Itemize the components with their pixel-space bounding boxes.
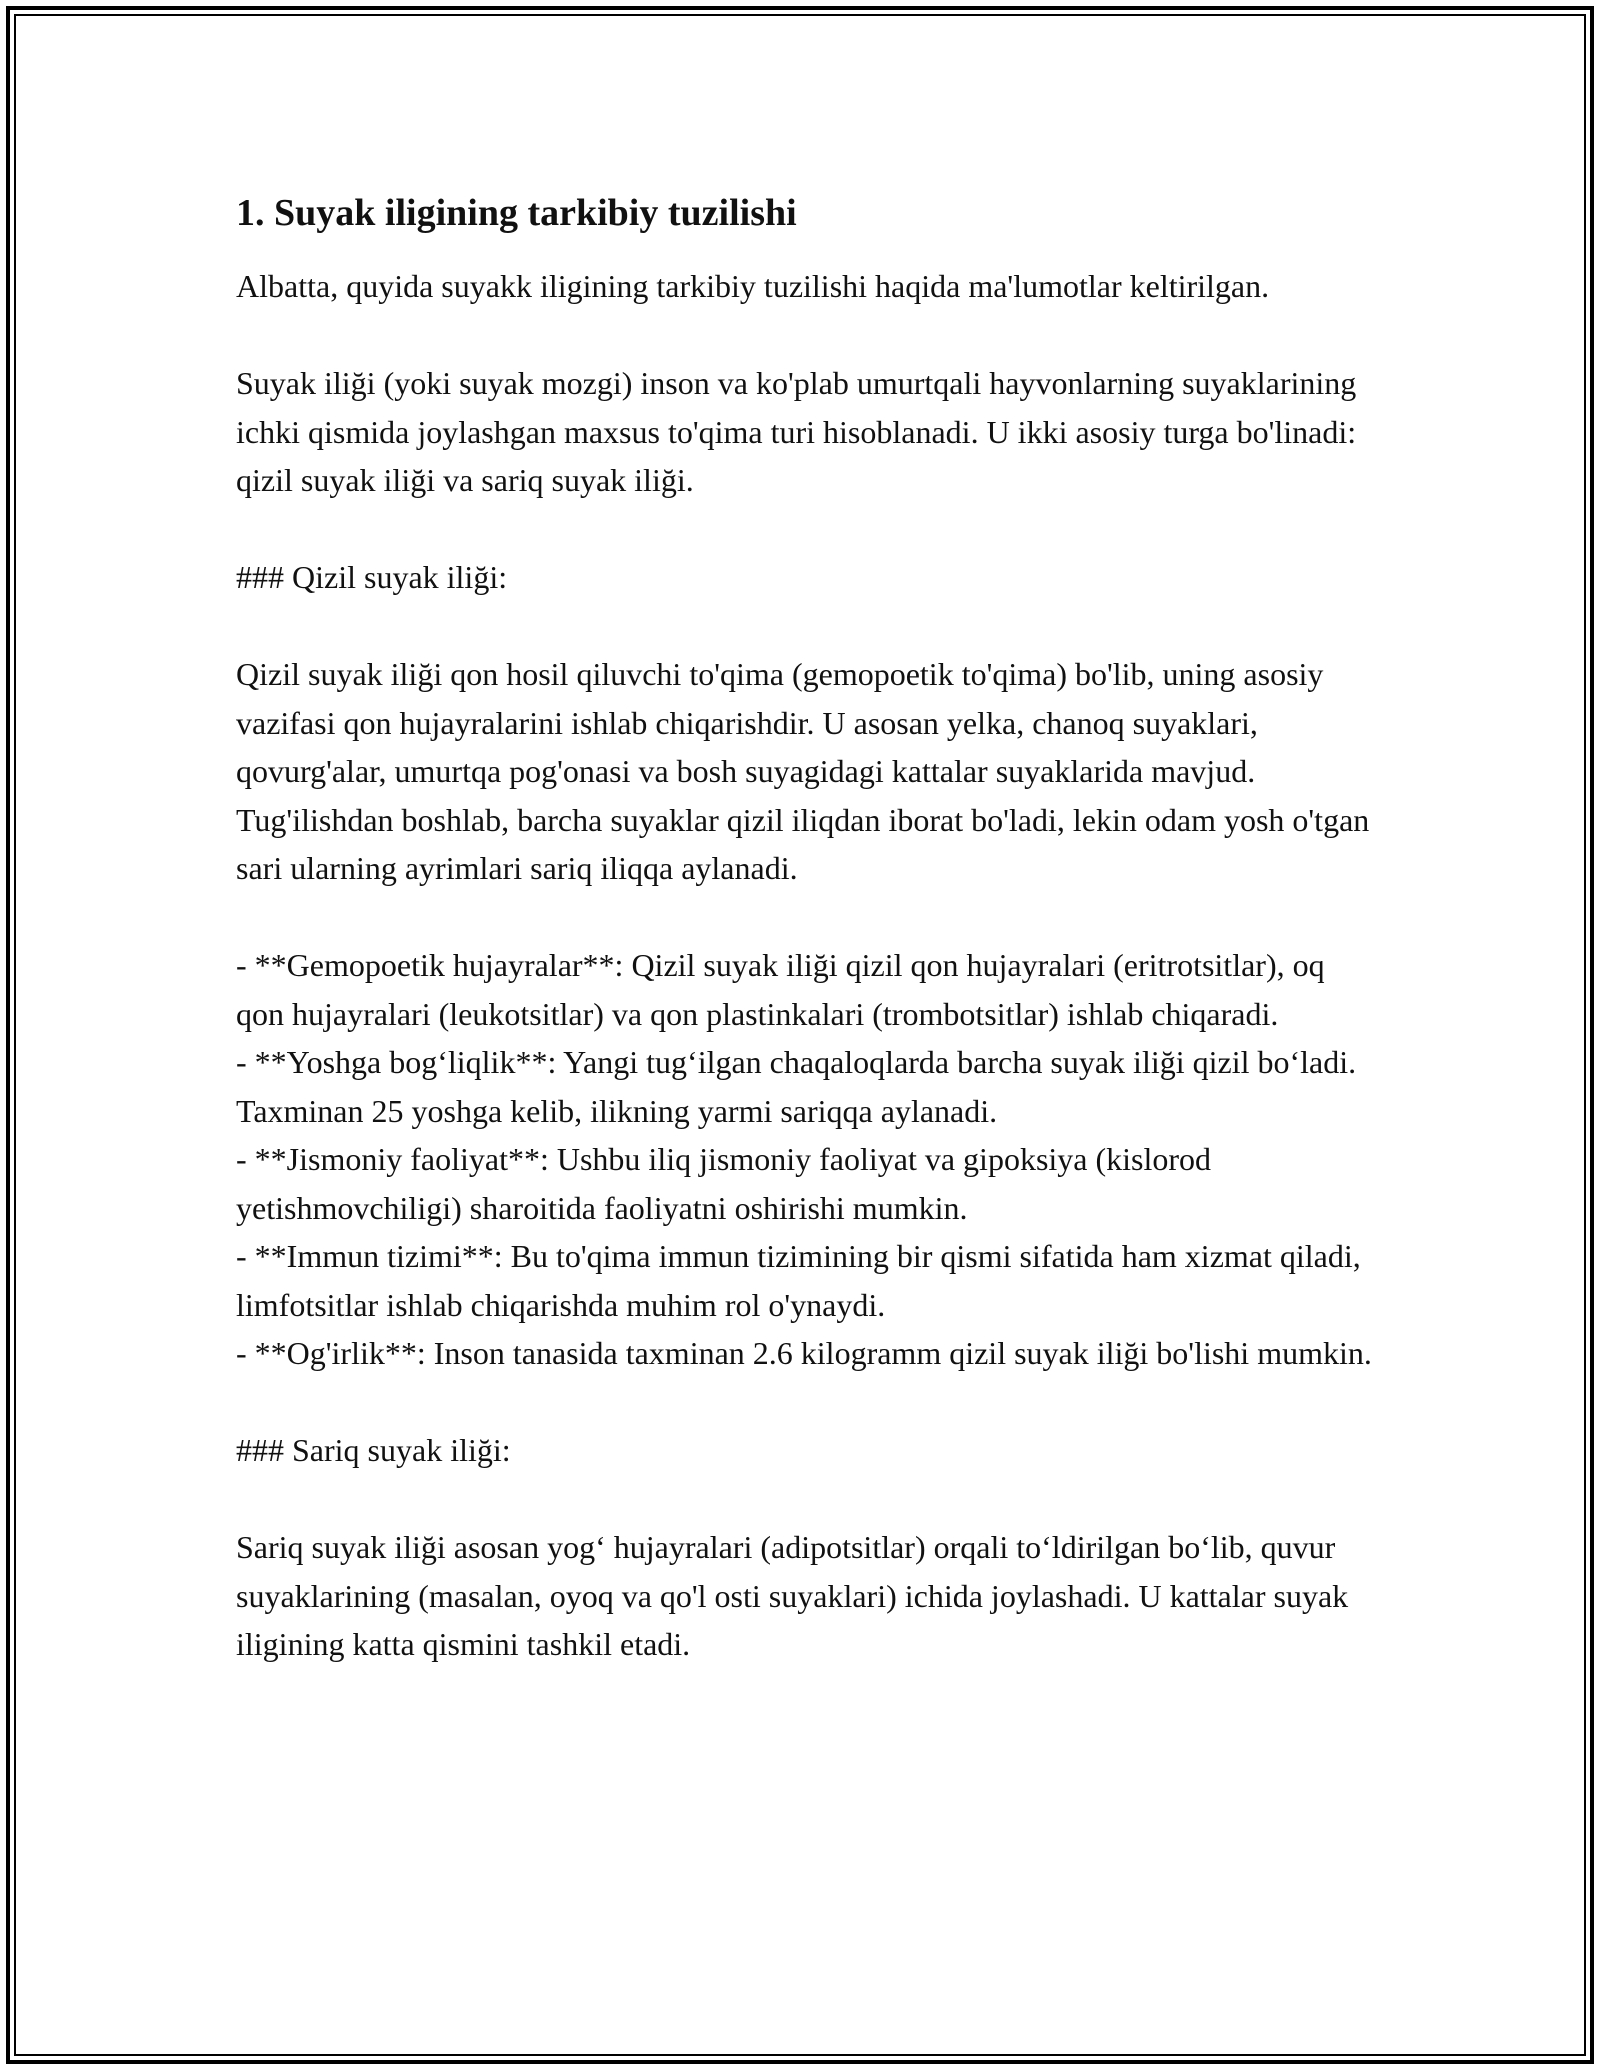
document-body <box>236 186 1376 1669</box>
overview-paragraph: Suyak iliği (yoki suyak mozgi) inson va ko'plab umurtqali hayvonlarning suyaklarining ichki qismida joylashgan maxsus to'qima turi hisoblanadi. U ikki asosiy turga bo'linadi: qizil suyak iliği va sariq suyak iliği. <box>236 365 1365 498</box>
spacer <box>236 505 1376 554</box>
bullet-hematopoietic-cells: - **Gemopoetik hujayralar**: Qizil suyak iliği qizil qon hujayralari (eritrotsitlar), oq qon hujayralari (leukotsitlar) va qon plastinkalari (trombotsitlar) ishlab chiqaradi. <box>236 947 1333 1032</box>
red-marrow-paragraph: Qizil suyak iliği qon hosil qiluvchi to'qima (gemopoetik to'qima) bo'lib, uning asosiy vazifasi qon hujayralarini ishlab chiqarishdir. U asosan yelka, chanoq suyaklari, qovurg'alar, umurtqa pog'onasi va bosh suyagidagi kattalar suyaklarida mavjud. Tug'ilishdan boshlab, barcha suyaklar qizil iliqdan iborat bo'ladi, lekin odam yosh o'tgan sari ularning ayrimlari sariq iliqqa aylanadi. <box>236 656 1378 886</box>
yellow-marrow-paragraph: Sariq suyak iliği asosan yog‘ hujayralari (adipotsitlar) orqali to‘ldirilgan bo‘lib, quvur suyaklarining (masalan, oyoq va qo'l osti suyaklari) ichida joylashadi. U kattalar suyak iligining katta qismini tashkil etadi. <box>236 1529 1357 1662</box>
spacer <box>236 893 1376 942</box>
spacer <box>236 240 1376 262</box>
bullet-physical-activity: - **Jismoniy faoliyat**: Ushbu iliq jismoniy faoliyat va gipoksiya (kislorod yetishmovchiligi) sharoitida faoliyatni oshirishi mumkin. <box>236 1141 1220 1226</box>
spacer <box>236 1378 1376 1427</box>
yellow-marrow-heading: ### Sariq suyak iliği: <box>236 1432 511 1468</box>
intro-paragraph: Albatta, quyida suyakk iligining tarkibiy tuzilishi haqida ma'lumotlar keltirilgan. <box>236 268 1270 304</box>
document-title: 1. Suyak iligining tarkibiy tuzilishi <box>236 192 797 234</box>
spacer <box>236 1475 1376 1524</box>
spacer <box>236 311 1376 360</box>
bullet-age-dependence: - **Yoshga bog‘liqlik**: Yangi tug‘ilgan chaqaloqlarda barcha suyak iliği qizil bo‘ladi. Taxminan 25 yoshga kelib, ilikning yarmi sariqqa aylanadi. <box>236 1044 1364 1129</box>
red-marrow-heading: ### Qizil suyak iliği: <box>236 559 508 595</box>
spacer <box>236 602 1376 651</box>
bullet-weight: - **Og'irlik**: Inson tanasida taxminan 2.6 kilogramm qizil suyak iliği bo'lishi mumkin. <box>236 1335 1372 1371</box>
bullet-immune-system: - **Immun tizimi**: Bu to'qima immun tizimining bir qismi sifatida ham xizmat qiladi, limfotsitlar ishlab chiqarishda muhim rol o'ynaydi. <box>236 1238 1369 1323</box>
red-marrow-bullet-list <box>236 941 1376 1378</box>
